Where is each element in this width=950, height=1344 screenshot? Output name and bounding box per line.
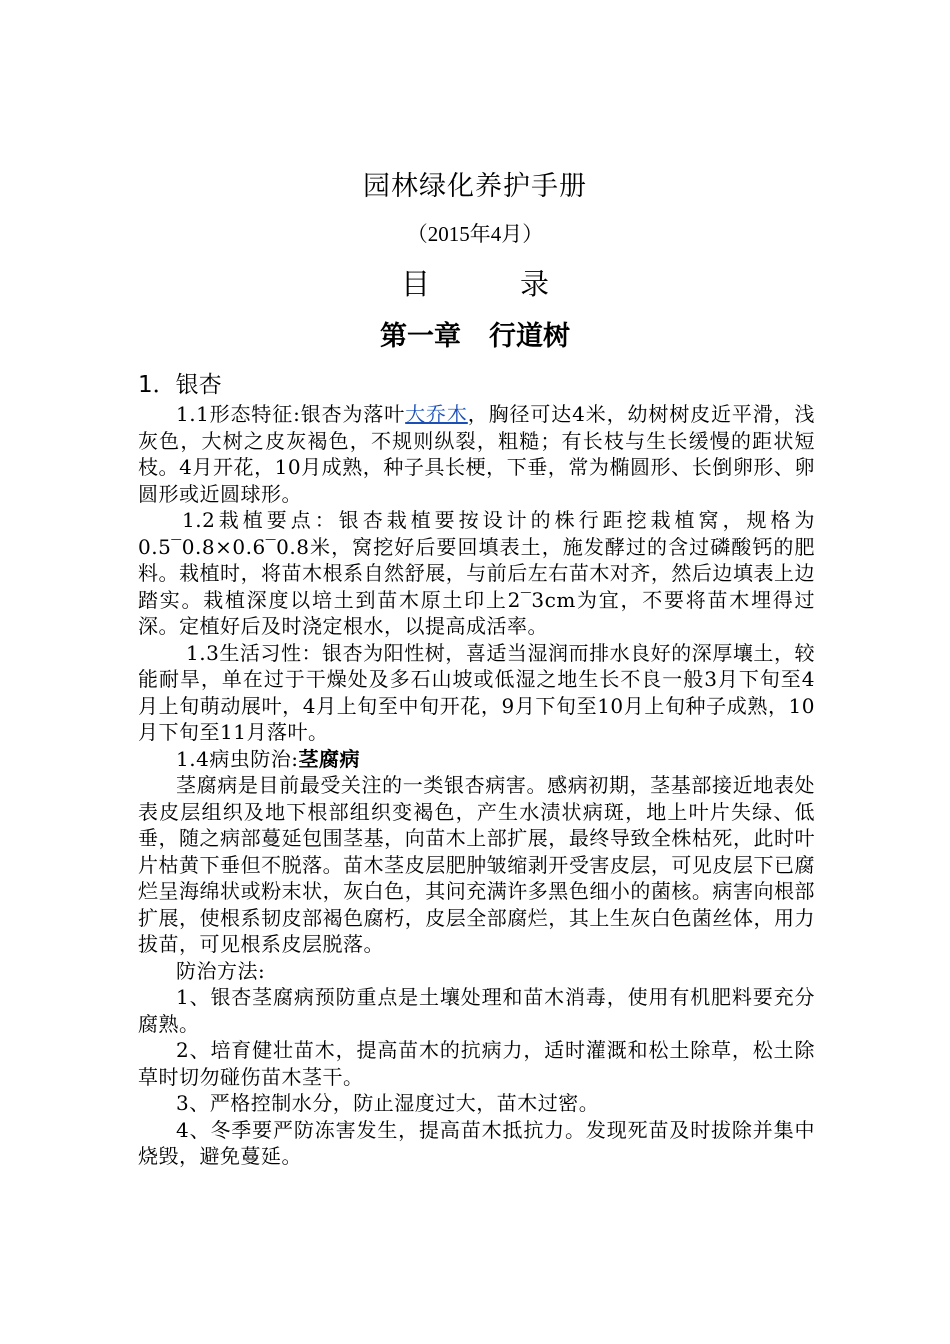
- body-text: [138, 401, 815, 1170]
- method-item-2: 2、培育健壮苗木，提高苗木的抗病力，适时灌溉和松土除草，松土除草时切勿碰伤苗木茎干。: [138, 1038, 815, 1089]
- document-title: 园林绿化养护手册: [363, 171, 587, 202]
- method-item-1: 1、银杏茎腐病预防重点是土壤处理和苗木消毒，使用有机肥料要充分腐熟。: [138, 985, 815, 1036]
- morphology-label: 1.1形态特征:: [176, 402, 301, 426]
- paragraph-habits: 1.3生活习性：银杏为阳性树，喜适当湿润而排水良好的深厚壤土，较能耐旱，单在过于干燥处及多石山坡或低湿之地生长不良一般3月下旬至4月上旬萌动展叶，4月上旬至中旬开花，9月下旬至10月上旬种子成熟，10月下旬至11月落叶。: [138, 640, 815, 744]
- morphology-text-b: ，胸径可达4米，幼树树皮近平滑，浅灰色，大树之皮灰褐色，不规则纵裂，粗糙；有长枝与生长缓慢的距状短枝。4月开花，10月成熟，种子具长梗，下垂，常为椭圆形、长倒卵形、卵圆形或近圆球形。: [138, 402, 816, 506]
- link-large-tree[interactable]: 大乔木: [405, 402, 468, 426]
- paragraph-morphology: [138, 401, 815, 507]
- toc-heading: [0, 262, 950, 303]
- paragraph-disease-description: 茎腐病是目前最受关注的一类银杏病害。感病初期，茎基部接近地表处表皮层组织及地下根部组织变褐色，产生水渍状病斑，地上叶片失绿、低垂，随之病部蔓延包围茎基，向苗木上部扩展，最终导致全株枯死，此时叶片枯黄下垂但不脱落。苗木茎皮层肥肿皱缩剥开受害皮层，可见皮层下已腐烂呈海绵状或粉末状，灰白色，其问充满许多黑色细小的菌核。病害向根部扩展，使根系韧皮部褐色腐朽，皮层全部腐烂，其上生灰白色菌丝体，用力拔苗，可见根系皮层脱落。: [138, 773, 815, 956]
- paragraph-pest-control: [138, 746, 815, 773]
- toc-char-lu: 录: [520, 267, 550, 301]
- paragraph-planting: 1.2栽植要点：银杏栽植要按设计的株行距挖栽植窝，规格为0.5‾0.8×0.6‾0.8米，窝挖好后要回填表土，施发酵过的含过磷酸钙的肥料。栽植时，将苗木根系自然舒展，与前后左右苗木对齐，然后边填表上边踏实。栽植深度以培土到苗木原土印上2‾3cm为宜，不要将苗木埋得过深。定植好后及时浇定根水，以提高成活率。: [138, 508, 815, 638]
- disease-name: 茎腐病: [298, 746, 361, 771]
- method-item-3: 3、严格控制水分，防止湿度过大，苗木过密。: [176, 1091, 600, 1115]
- chapter-label: 第一章: [380, 321, 461, 352]
- section-heading: 1．银杏: [138, 372, 222, 398]
- toc-char-mu: 目: [400, 267, 430, 301]
- chapter-name: 行道树: [489, 321, 570, 352]
- morphology-text-a: 银杏为落叶: [300, 402, 406, 426]
- method-item-4: 4、冬季要严防冻害发生，提高苗木抵抗力。发现死苗及时拔除并集中烧毁，避免蔓延。: [138, 1117, 815, 1168]
- document-date: （2015年4月）: [406, 222, 544, 246]
- paragraph-methods-label: 防治方法:: [176, 958, 266, 983]
- pest-control-label: 1.4病虫防治:: [176, 746, 299, 771]
- chapter-heading: [0, 314, 950, 353]
